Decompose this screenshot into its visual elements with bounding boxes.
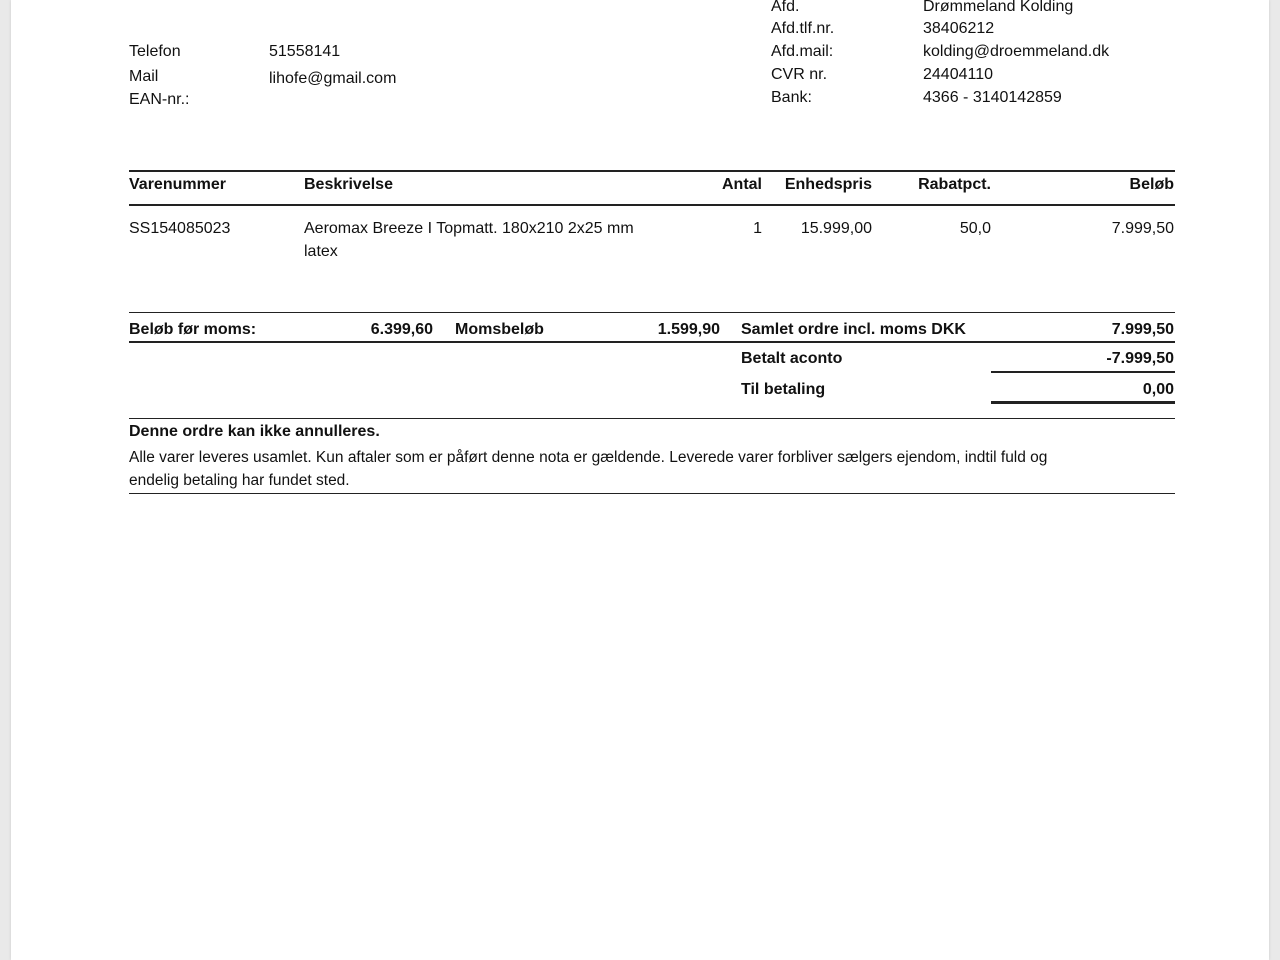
row-qty: 1 — [753, 220, 762, 237]
header-amount: Beløb — [1129, 176, 1174, 193]
row-description-line2: latex — [304, 243, 338, 260]
paid-label: Betalt aconto — [741, 350, 843, 367]
store-bank-value: 4366 - 3140142859 — [923, 89, 1062, 106]
header-description: Beskrivelse — [304, 176, 393, 193]
customer-phone-value: 51558141 — [269, 43, 341, 60]
store-phone-value: 38406212 — [923, 20, 995, 37]
notes-bottom-rule — [129, 493, 1175, 494]
header-qty: Antal — [722, 176, 762, 193]
vat-value: 1.599,90 — [657, 321, 720, 338]
customer-mail-value: lihofe@gmail.com — [269, 70, 397, 87]
totals-rule — [129, 341, 1175, 343]
total-label: Samlet ordre incl. moms DKK — [741, 321, 966, 338]
notes-line2: endelig betaling har fundet sted. — [129, 472, 350, 489]
customer-mail-label: Mail — [129, 68, 159, 85]
paid-rule — [991, 371, 1175, 373]
store-dept-value: Drømmeland Kolding — [923, 0, 1074, 15]
customer-ean-label: EAN-nr.: — [129, 91, 190, 108]
store-phone-label: Afd.tlf.nr. — [771, 20, 835, 37]
store-cvr-value: 24404110 — [923, 66, 993, 83]
row-unit-price: 15.999,00 — [800, 220, 872, 237]
header-discount: Rabatpct. — [918, 176, 991, 193]
due-value: 0,00 — [1142, 381, 1174, 398]
store-cvr-label: CVR nr. — [771, 66, 828, 83]
notes-line1: Alle varer leveres usamlet. Kun aftaler som er påført denne nota er gældende. Leverede varer forbliver sælgers ejendom, indtil fuld og — [129, 449, 1048, 466]
store-mail-label: Afd.mail: — [771, 43, 834, 60]
header-unit-price: Enhedspris — [784, 176, 872, 193]
totals-top-rule — [129, 312, 1175, 313]
customer-phone-label: Telefon — [129, 43, 181, 60]
store-bank-label: Bank: — [771, 89, 812, 106]
row-item-no: SS154085023 — [129, 220, 231, 237]
total-value: 7.999,50 — [1111, 321, 1174, 338]
notes-top-rule — [129, 418, 1175, 419]
header-item-no: Varenummer — [129, 176, 226, 193]
notes-heading: Denne ordre kan ikke annulleres. — [129, 423, 380, 440]
row-discount: 50,0 — [959, 220, 991, 237]
before-vat-value: 6.399,60 — [370, 321, 433, 338]
paid-value: -7.999,50 — [1106, 350, 1174, 367]
due-rule — [991, 401, 1175, 404]
table-header-rule — [129, 204, 1175, 206]
due-label: Til betaling — [741, 381, 826, 398]
store-dept-label: Afd. — [771, 0, 800, 15]
before-vat-label: Beløb før moms: — [129, 321, 257, 338]
row-description-line1: Aeromax Breeze I Topmatt. 180x210 2x25 mm — [304, 220, 634, 237]
table-top-rule — [129, 170, 1175, 172]
row-amount: 7.999,50 — [1111, 220, 1174, 237]
store-mail-value: kolding@droemmeland.dk — [923, 43, 1110, 60]
vat-label: Momsbeløb — [455, 321, 544, 338]
